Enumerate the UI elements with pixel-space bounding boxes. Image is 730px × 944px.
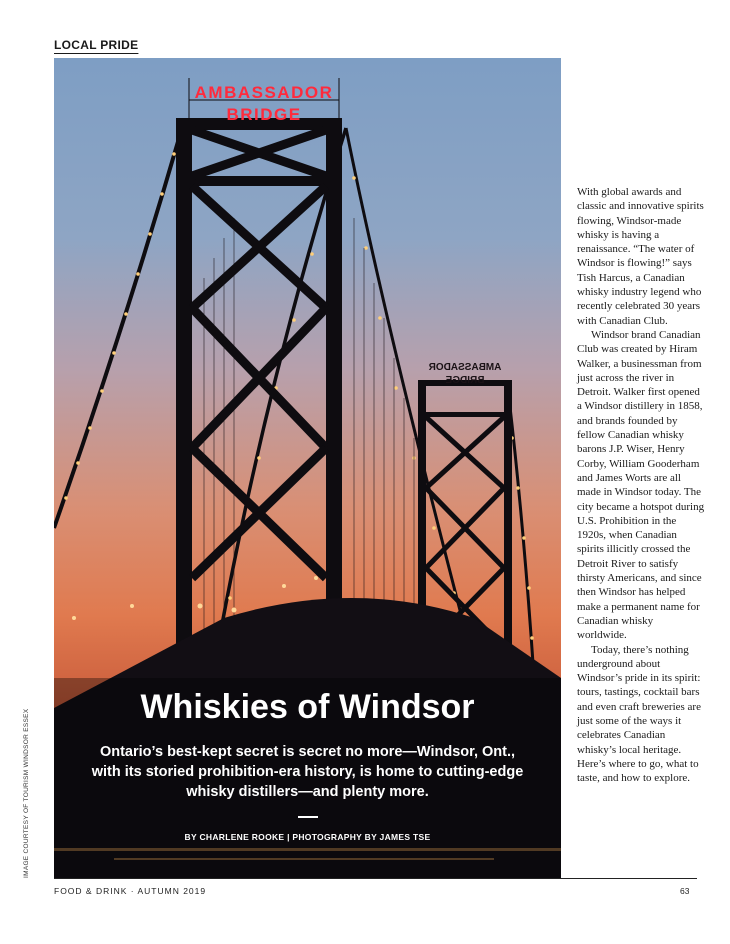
bridge-photo bbox=[54, 58, 561, 878]
sign-far-line2: BRIDGE bbox=[445, 375, 485, 386]
dek-divider bbox=[298, 816, 318, 818]
article-headline: Whiskies of Windsor bbox=[140, 688, 475, 726]
photo-credit: IMAGE COURTESY OF TOURISM WINDSOR ESSEX bbox=[23, 708, 30, 878]
article-byline: BY CHARLENE ROOKE | PHOTOGRAPHY BY JAMES TSE bbox=[184, 832, 431, 842]
sign-main-line2: BRIDGE bbox=[226, 105, 302, 124]
article-body bbox=[577, 185, 705, 785]
cable-lights bbox=[64, 152, 534, 640]
footer-section: FOOD & DRINK · AUTUMN 2019 bbox=[54, 886, 207, 894]
page-number: 63 bbox=[680, 886, 690, 894]
sign-main-line1: AMBASSADOR bbox=[194, 83, 334, 102]
article-dek: Ontario’s best-kept secret is secret no more—Windsor, Ont., with its storied prohibition-era history, is home to cutting-edge whisky distillers—and plenty more. bbox=[91, 744, 524, 800]
body-paragraph-1: With global awards and classic and innovative spirits flowing, Windsor-made whisky is having a renaissance. “The water of Windsor is flowing!” says Tish Harcus, a Canadian whisky industry legend who recently celebrated 30 years with Canadian Club. bbox=[577, 186, 704, 327]
body-paragraph-3: Today, there’s nothing underground about Windsor’s pride in its spirit: tours, tastings, cocktail bars and even craft breweries are just some of the ways it celebrates Canadian whisky’s local heritage. Here’s where to go, what to taste, and how to explore. bbox=[577, 643, 701, 785]
sign-far-line1: AMBASSADOR bbox=[428, 362, 502, 373]
footer-rule bbox=[54, 878, 697, 879]
body-paragraph-2: Windsor brand Canadian Club was created by Hiram Walker, a businessman from just across the river in Detroit. Walker first opened a Windsor distillery in 1858, and brands founded by fellow Canadian whisky barons J.P. Wiser, Henry Corby, William Gooderham and James Worts are all made in Windsor today. The city became a hotspot during U.S. Prohibition in the 1920s, when Canadian spirits illicitly crossed the Detroit River to satisfy thirsty Americans, and since then Windsor has helped make a permanent name for Canadian whisky worldwide. bbox=[577, 328, 705, 642]
section-label: LOCAL PRIDE bbox=[54, 38, 139, 52]
main-tower bbox=[176, 118, 342, 678]
